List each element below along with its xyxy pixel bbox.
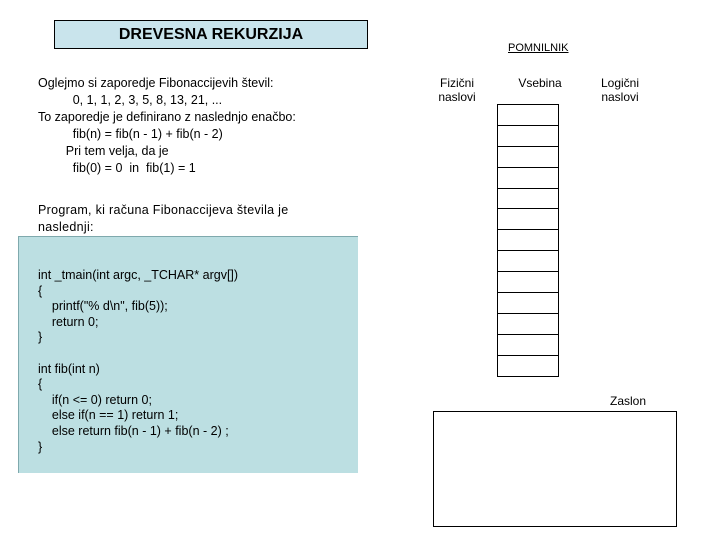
memory-row (498, 272, 559, 293)
memory-cell (498, 209, 559, 230)
code-line: printf("% d\n", fib(5)); (38, 299, 168, 314)
code-line: if(n <= 0) return 0; (38, 392, 152, 407)
code-line: { (38, 283, 43, 298)
header-physical-line: Fizični (439, 76, 474, 90)
code-listing (38, 268, 238, 455)
code-line: else if(n == 1) return 1; (38, 408, 179, 423)
memory-cell (498, 251, 559, 272)
memory-cell (498, 188, 559, 209)
memory-row (498, 125, 559, 146)
memory-row (498, 334, 559, 355)
memory-table (497, 104, 559, 377)
memory-row (498, 167, 559, 188)
program-label-line: Program, ki računa Fibonaccijeva števila je (38, 203, 289, 217)
code-line: } (38, 330, 43, 345)
memory-cell (498, 334, 559, 355)
memory-row (498, 355, 559, 376)
program-label-line: naslednji: (38, 220, 94, 234)
memory-row (498, 293, 559, 314)
memory-row (498, 313, 559, 334)
slide-title: DREVESNA REKURZIJA (54, 20, 368, 49)
header-logical-addresses (594, 76, 646, 104)
screen-output-box (433, 411, 677, 527)
memory-cell (498, 105, 559, 126)
code-line: else return fib(n - 1) + fib(n - 2) ; (38, 423, 229, 438)
code-line (38, 346, 238, 362)
memory-row (498, 251, 559, 272)
memory-cell (498, 355, 559, 376)
memory-cell (498, 313, 559, 334)
intro-line: fib(0) = 0 in fib(1) = 1 (38, 161, 196, 175)
memory-row (498, 230, 559, 251)
code-line: { (38, 377, 43, 392)
memory-row (498, 105, 559, 126)
memory-cell (498, 272, 559, 293)
memory-cell (498, 167, 559, 188)
intro-line: Oglejmo si zaporedje Fibonaccijevih števil: (38, 76, 274, 90)
header-logical-line: Logični (600, 76, 640, 90)
memory-cell (498, 230, 559, 251)
code-line: } (38, 439, 43, 454)
header-content: Vsebina (518, 76, 562, 90)
intro-text (38, 75, 368, 177)
memory-cell (498, 146, 559, 167)
intro-line: Pri tem velja, da je (38, 144, 169, 158)
intro-line: To zaporedje je definirano z naslednjo enačbo: (38, 110, 296, 124)
header-physical-addresses (432, 76, 482, 104)
memory-row (498, 209, 559, 230)
intro-line: 0, 1, 1, 2, 3, 5, 8, 13, 21, ... (38, 93, 223, 107)
code-line: return 0; (38, 314, 99, 329)
code-line: int fib(int n) (38, 361, 100, 376)
memory-cell (498, 125, 559, 146)
memory-row (498, 188, 559, 209)
header-physical-line: naslovi (438, 90, 476, 104)
program-label (38, 202, 368, 236)
screen-label: Zaslon (610, 394, 647, 408)
memory-row (498, 146, 559, 167)
memory-cell (498, 293, 559, 314)
code-line: int _tmain(int argc, _TCHAR* argv[]) (38, 268, 239, 282)
memory-title: POMNILNIK (508, 42, 569, 54)
header-logical-line: naslovi (601, 90, 639, 104)
intro-line: fib(n) = fib(n - 1) + fib(n - 2) (38, 127, 223, 141)
